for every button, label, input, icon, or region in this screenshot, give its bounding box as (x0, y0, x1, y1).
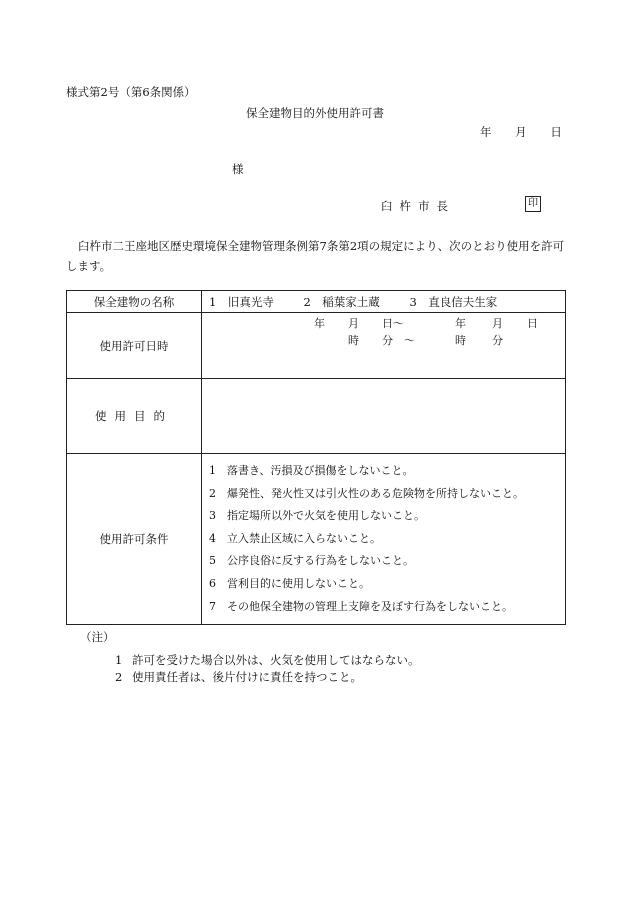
building-label: 保全建物の名称 (67, 291, 202, 313)
from-day: 日〜 (382, 317, 404, 330)
issue-year-label: 年 (480, 125, 492, 139)
document-title: 保全建物目的外使用許可書 (246, 106, 384, 120)
issue-date-line (480, 124, 562, 140)
building-row (67, 291, 566, 313)
date-label: 使用許可日時 (67, 313, 202, 379)
building-options (202, 291, 566, 313)
conditions-label: 使用許可条件 (67, 454, 202, 625)
condition-item: 3 指定場所以外で火気を使用しないこと。 (209, 509, 425, 523)
conditions-list (202, 454, 565, 618)
to-day: 日 (527, 317, 538, 330)
note-item: 2 使用責任者は、後片付けに責任を持つこと。 (115, 670, 362, 684)
purpose-label: 使用目的 (67, 379, 202, 454)
condition-item: 5 公序良俗に反する行為をしないこと。 (209, 554, 414, 568)
building-option-3[interactable]: 3 直良信夫生家 (409, 294, 498, 309)
date-field[interactable] (202, 313, 566, 379)
from-month: 月 (348, 317, 359, 330)
condition-item: 4 立入禁止区域に入らないこと。 (209, 531, 381, 545)
note-item: 1 許可を受けた場合以外は、火気を使用してはならない。 (115, 653, 420, 667)
from-hour: 時 (348, 334, 359, 347)
purpose-field[interactable] (202, 379, 566, 454)
conditions-cell (202, 454, 566, 625)
permit-table (66, 290, 566, 625)
condition-item: 7 その他保全建物の管理上支障を及ぼす行為をしないこと。 (209, 599, 513, 613)
notes-heading: （注） (80, 630, 115, 644)
to-year: 年 (455, 317, 466, 330)
from-year: 年 (314, 317, 325, 330)
to-hour: 時 (455, 334, 466, 347)
building-option-2[interactable]: 2 稲葉家土蔵 (303, 294, 380, 309)
addressee-suffix: 様 (232, 162, 244, 176)
condition-item: 2 爆発性、発火性又は引火性のある危険物を所持しないこと。 (209, 486, 524, 500)
condition-item: 6 営利目的に使用しないこと。 (209, 576, 370, 590)
to-minute: 分 (492, 334, 503, 347)
date-row (67, 313, 566, 379)
seal-mark: 印 (525, 196, 541, 212)
condition-item: 1 落書き、汚損及び損傷をしないこと。 (209, 464, 414, 477)
issue-month-label: 月 (515, 125, 527, 139)
issue-day-label: 日 (550, 125, 562, 139)
conditions-row (67, 454, 566, 625)
building-option-1[interactable]: 1 旧真光寺 (209, 294, 274, 309)
issuer-name: 臼杵市長 (381, 199, 455, 213)
from-minute: 分 〜 (382, 334, 415, 347)
body-text: 臼杵市二王座地区歴史環境保全建物管理条例第7条第2項の規定により、次のとおり使用を許可します。 (66, 239, 565, 273)
purpose-row (67, 379, 566, 454)
to-month: 月 (492, 317, 503, 330)
form-number: 様式第2号（第6条関係） (66, 85, 196, 99)
